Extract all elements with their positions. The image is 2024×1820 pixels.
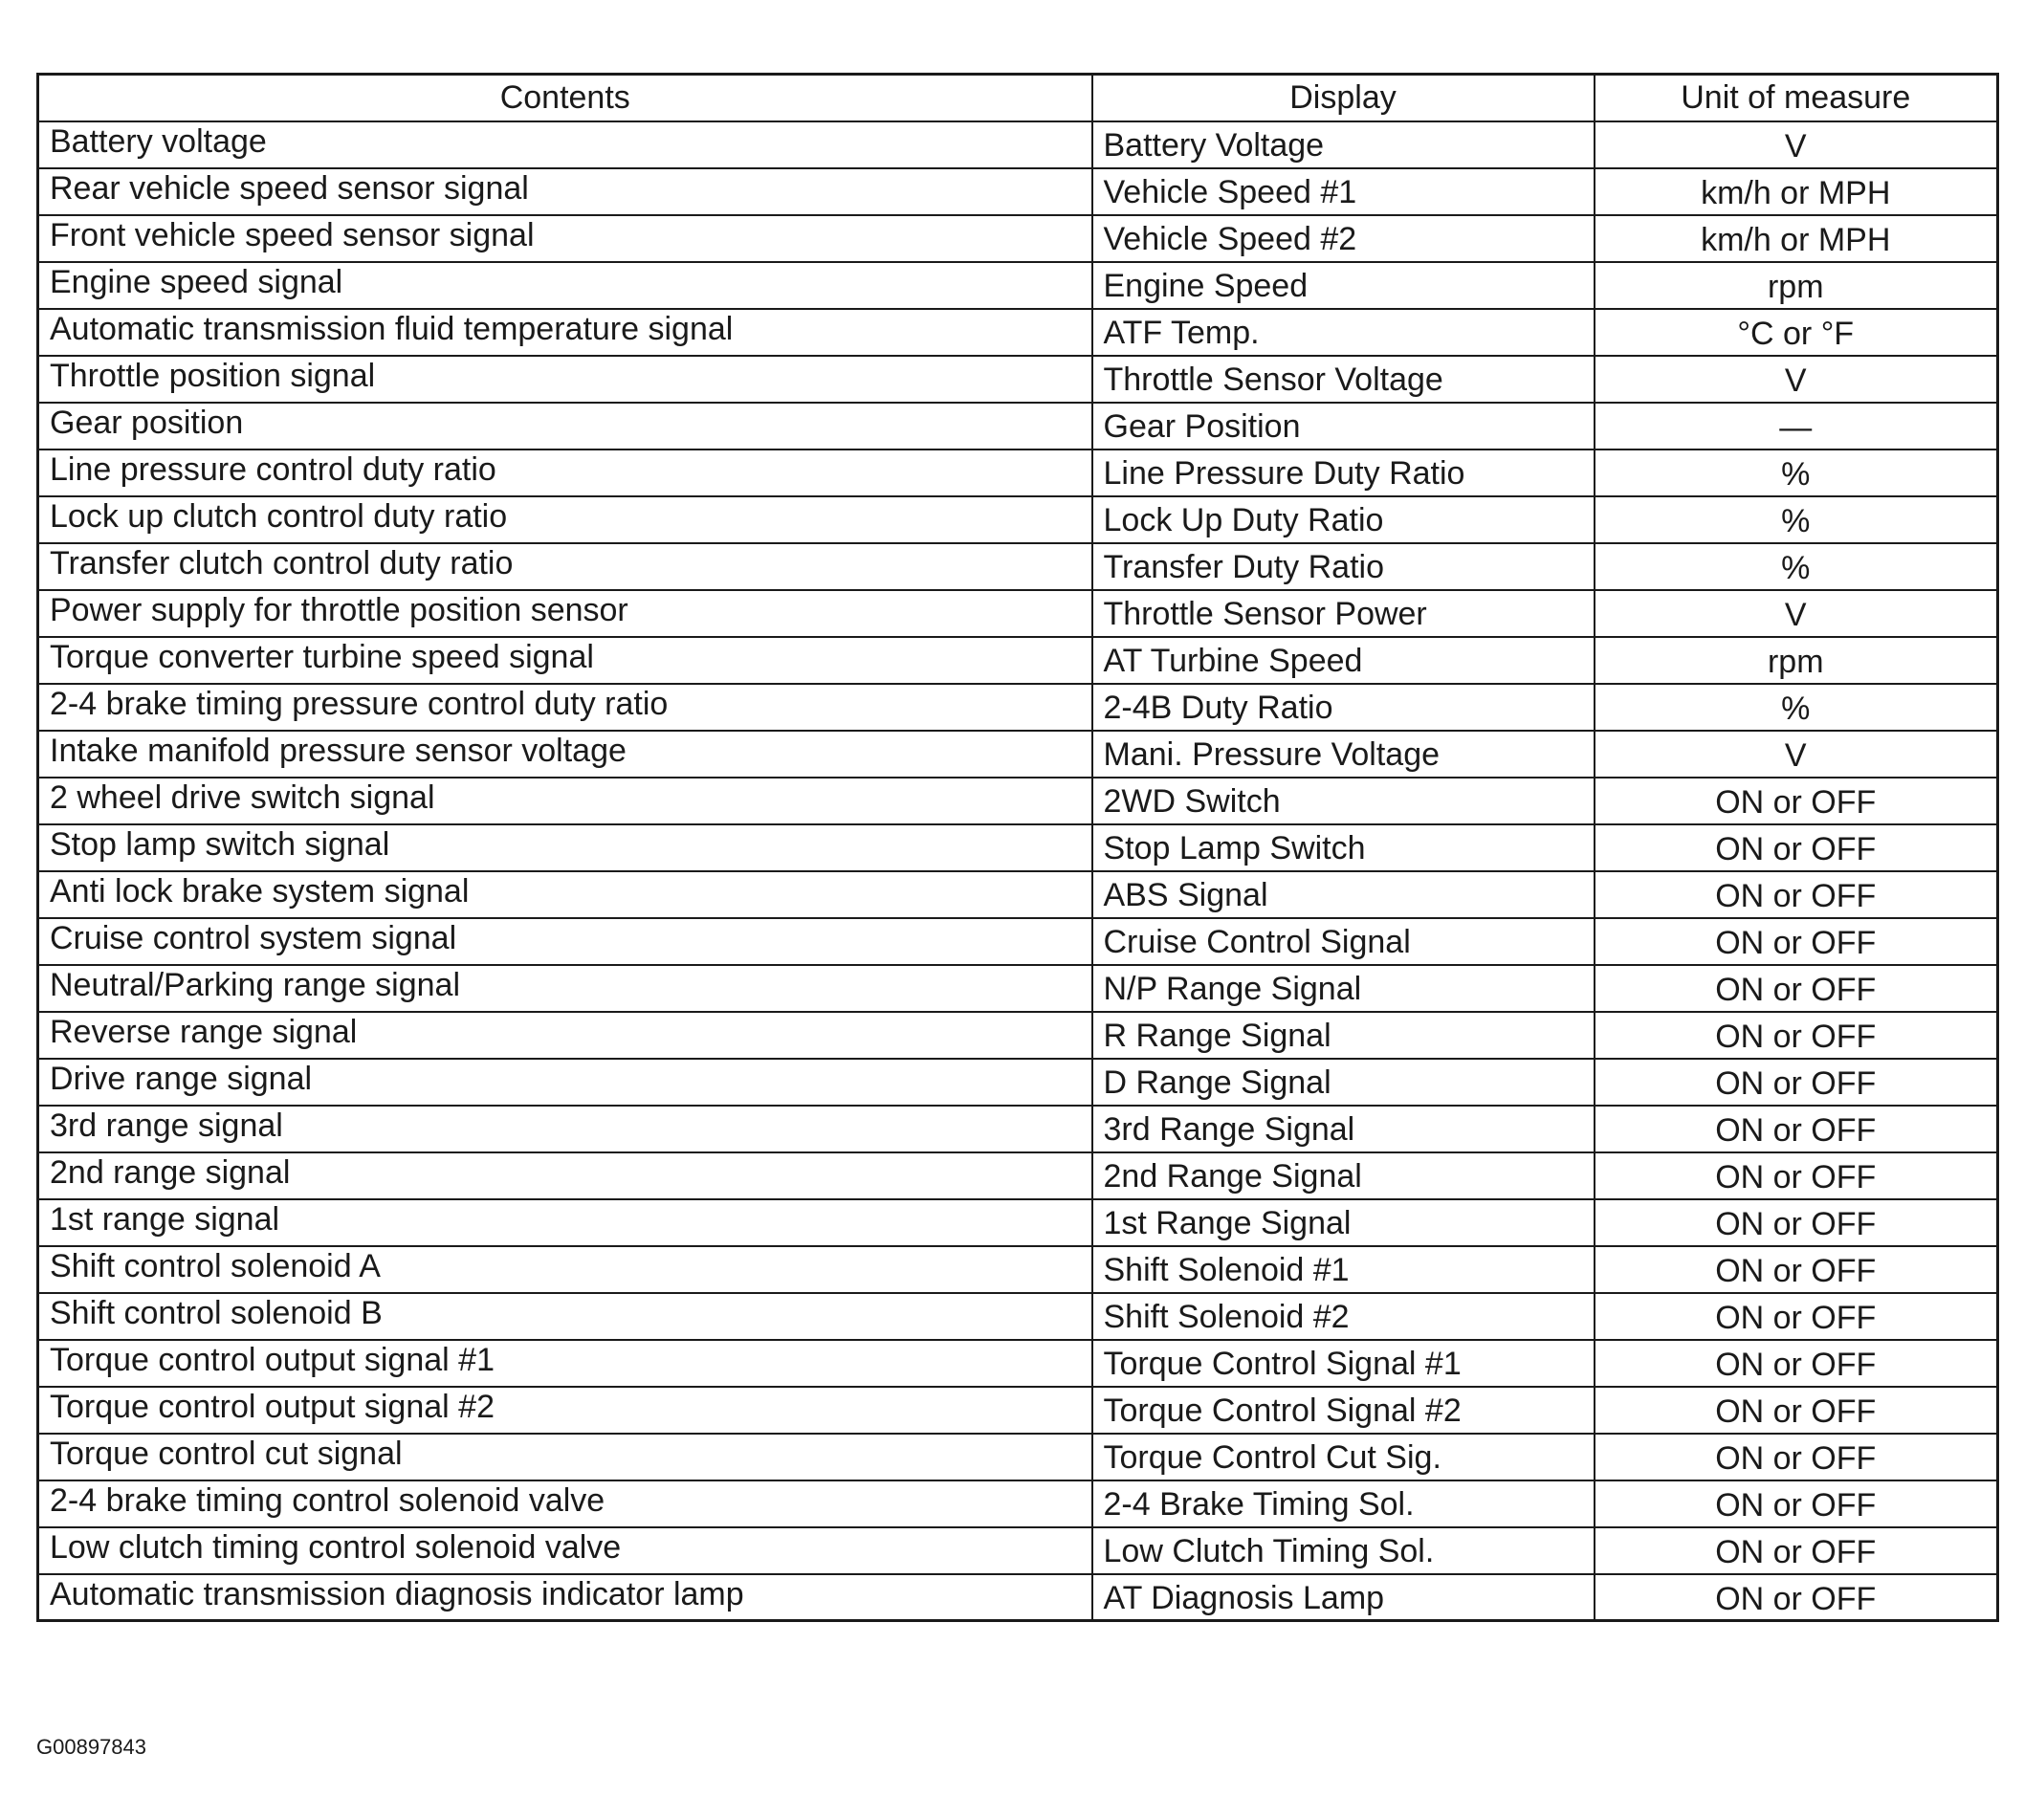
figure-id: G00897843 <box>36 1735 146 1759</box>
cell-display: Low Clutch Timing Sol. <box>1092 1527 1595 1574</box>
cell-display: Torque Control Signal #1 <box>1092 1340 1595 1387</box>
cell-unit: V <box>1595 121 1998 168</box>
table-row <box>38 778 1998 824</box>
cell-unit: ON or OFF <box>1595 1340 1998 1387</box>
cell-contents: Torque converter turbine speed signal <box>38 637 1092 684</box>
cell-contents: Anti lock brake system signal <box>38 871 1092 918</box>
table-row <box>38 918 1998 965</box>
column-header-contents: Contents <box>38 75 1092 121</box>
cell-unit: ON or OFF <box>1595 1293 1998 1340</box>
cell-display: ATF Temp. <box>1092 309 1595 356</box>
cell-contents: Drive range signal <box>38 1059 1092 1106</box>
table-row <box>38 215 1998 262</box>
cell-contents: Reverse range signal <box>38 1012 1092 1059</box>
cell-unit: ON or OFF <box>1595 1527 1998 1574</box>
table-row <box>38 1012 1998 1059</box>
cell-contents: Cruise control system signal <box>38 918 1092 965</box>
data-table <box>36 73 1999 1622</box>
table-row <box>38 356 1998 403</box>
cell-unit: ON or OFF <box>1595 1434 1998 1480</box>
table-row <box>38 496 1998 543</box>
table-row <box>38 1106 1998 1152</box>
cell-contents: Battery voltage <box>38 121 1092 168</box>
cell-contents: Automatic transmission diagnosis indicator lamp <box>38 1574 1092 1621</box>
cell-unit: % <box>1595 450 1998 496</box>
cell-contents: Torque control cut signal <box>38 1434 1092 1480</box>
cell-unit: rpm <box>1595 262 1998 309</box>
cell-contents: 2nd range signal <box>38 1152 1092 1199</box>
column-header-unit: Unit of measure <box>1595 75 1998 121</box>
cell-contents: 2-4 brake timing pressure control duty ratio <box>38 684 1092 731</box>
table-row <box>38 684 1998 731</box>
cell-unit: V <box>1595 731 1998 778</box>
cell-unit: % <box>1595 543 1998 590</box>
table-row <box>38 1527 1998 1574</box>
cell-display: 1st Range Signal <box>1092 1199 1595 1246</box>
cell-contents: Gear position <box>38 403 1092 450</box>
cell-contents: 2-4 brake timing control solenoid valve <box>38 1480 1092 1527</box>
cell-display: Shift Solenoid #2 <box>1092 1293 1595 1340</box>
table-row <box>38 590 1998 637</box>
cell-contents: 2 wheel drive switch signal <box>38 778 1092 824</box>
cell-contents: Transfer clutch control duty ratio <box>38 543 1092 590</box>
cell-unit: ON or OFF <box>1595 1059 1998 1106</box>
cell-display: Torque Control Signal #2 <box>1092 1387 1595 1434</box>
cell-display: Lock Up Duty Ratio <box>1092 496 1595 543</box>
cell-unit: ON or OFF <box>1595 871 1998 918</box>
cell-display: Transfer Duty Ratio <box>1092 543 1595 590</box>
cell-display: 3rd Range Signal <box>1092 1106 1595 1152</box>
cell-unit: ON or OFF <box>1595 1574 1998 1621</box>
cell-display: Torque Control Cut Sig. <box>1092 1434 1595 1480</box>
table-row <box>38 1199 1998 1246</box>
cell-unit: V <box>1595 356 1998 403</box>
cell-contents: Torque control output signal #1 <box>38 1340 1092 1387</box>
cell-display: Gear Position <box>1092 403 1595 450</box>
table-row <box>38 1434 1998 1480</box>
cell-unit: ON or OFF <box>1595 1152 1998 1199</box>
cell-unit: °C or °F <box>1595 309 1998 356</box>
cell-unit: % <box>1595 496 1998 543</box>
cell-display: 2-4 Brake Timing Sol. <box>1092 1480 1595 1527</box>
cell-unit: rpm <box>1595 637 1998 684</box>
cell-contents: Lock up clutch control duty ratio <box>38 496 1092 543</box>
table-row <box>38 1480 1998 1527</box>
column-header-display: Display <box>1092 75 1595 121</box>
cell-display: Cruise Control Signal <box>1092 918 1595 965</box>
cell-unit: ON or OFF <box>1595 1246 1998 1293</box>
cell-display: ABS Signal <box>1092 871 1595 918</box>
cell-contents: Throttle position signal <box>38 356 1092 403</box>
cell-contents: 3rd range signal <box>38 1106 1092 1152</box>
cell-display: 2WD Switch <box>1092 778 1595 824</box>
cell-display: Battery Voltage <box>1092 121 1595 168</box>
cell-contents: Stop lamp switch signal <box>38 824 1092 871</box>
cell-contents: Shift control solenoid B <box>38 1293 1092 1340</box>
cell-unit: ON or OFF <box>1595 1480 1998 1527</box>
cell-unit: km/h or MPH <box>1595 168 1998 215</box>
table-row <box>38 1293 1998 1340</box>
cell-contents: Automatic transmission fluid temperature signal <box>38 309 1092 356</box>
cell-unit: ON or OFF <box>1595 1199 1998 1246</box>
cell-display: D Range Signal <box>1092 1059 1595 1106</box>
cell-display: Stop Lamp Switch <box>1092 824 1595 871</box>
cell-unit: ON or OFF <box>1595 965 1998 1012</box>
table-body <box>38 121 1998 1621</box>
cell-display: Vehicle Speed #1 <box>1092 168 1595 215</box>
cell-contents: 1st range signal <box>38 1199 1092 1246</box>
cell-display: Engine Speed <box>1092 262 1595 309</box>
cell-display: 2nd Range Signal <box>1092 1152 1595 1199</box>
cell-contents: Intake manifold pressure sensor voltage <box>38 731 1092 778</box>
cell-unit: — <box>1595 403 1998 450</box>
cell-unit: km/h or MPH <box>1595 215 1998 262</box>
cell-display: 2-4B Duty Ratio <box>1092 684 1595 731</box>
table-row <box>38 1340 1998 1387</box>
cell-unit: ON or OFF <box>1595 1012 1998 1059</box>
cell-contents: Line pressure control duty ratio <box>38 450 1092 496</box>
table-row <box>38 637 1998 684</box>
table-row <box>38 309 1998 356</box>
table-row <box>38 450 1998 496</box>
cell-display: Line Pressure Duty Ratio <box>1092 450 1595 496</box>
cell-display: AT Diagnosis Lamp <box>1092 1574 1595 1621</box>
cell-unit: ON or OFF <box>1595 918 1998 965</box>
table-row <box>38 965 1998 1012</box>
table-row <box>38 403 1998 450</box>
cell-display: Shift Solenoid #1 <box>1092 1246 1595 1293</box>
table-row <box>38 1574 1998 1621</box>
table-row <box>38 1152 1998 1199</box>
table-row <box>38 1059 1998 1106</box>
cell-display: R Range Signal <box>1092 1012 1595 1059</box>
table-row <box>38 262 1998 309</box>
header-row <box>38 75 1998 121</box>
cell-contents: Rear vehicle speed sensor signal <box>38 168 1092 215</box>
cell-display: Throttle Sensor Voltage <box>1092 356 1595 403</box>
cell-contents: Engine speed signal <box>38 262 1092 309</box>
cell-display: Throttle Sensor Power <box>1092 590 1595 637</box>
cell-contents: Shift control solenoid A <box>38 1246 1092 1293</box>
cell-contents: Torque control output signal #2 <box>38 1387 1092 1434</box>
table-row <box>38 543 1998 590</box>
table-row <box>38 1246 1998 1293</box>
cell-unit: V <box>1595 590 1998 637</box>
cell-unit: % <box>1595 684 1998 731</box>
cell-unit: ON or OFF <box>1595 1387 1998 1434</box>
table-row <box>38 121 1998 168</box>
cell-contents: Front vehicle speed sensor signal <box>38 215 1092 262</box>
table-row <box>38 1387 1998 1434</box>
cell-unit: ON or OFF <box>1595 824 1998 871</box>
cell-contents: Low clutch timing control solenoid valve <box>38 1527 1092 1574</box>
cell-contents: Neutral/Parking range signal <box>38 965 1092 1012</box>
cell-display: Mani. Pressure Voltage <box>1092 731 1595 778</box>
cell-display: Vehicle Speed #2 <box>1092 215 1595 262</box>
table-row <box>38 824 1998 871</box>
cell-display: N/P Range Signal <box>1092 965 1595 1012</box>
table-row <box>38 871 1998 918</box>
cell-unit: ON or OFF <box>1595 1106 1998 1152</box>
cell-display: AT Turbine Speed <box>1092 637 1595 684</box>
table-row <box>38 731 1998 778</box>
cell-unit: ON or OFF <box>1595 778 1998 824</box>
table-row <box>38 168 1998 215</box>
cell-contents: Power supply for throttle position sensor <box>38 590 1092 637</box>
